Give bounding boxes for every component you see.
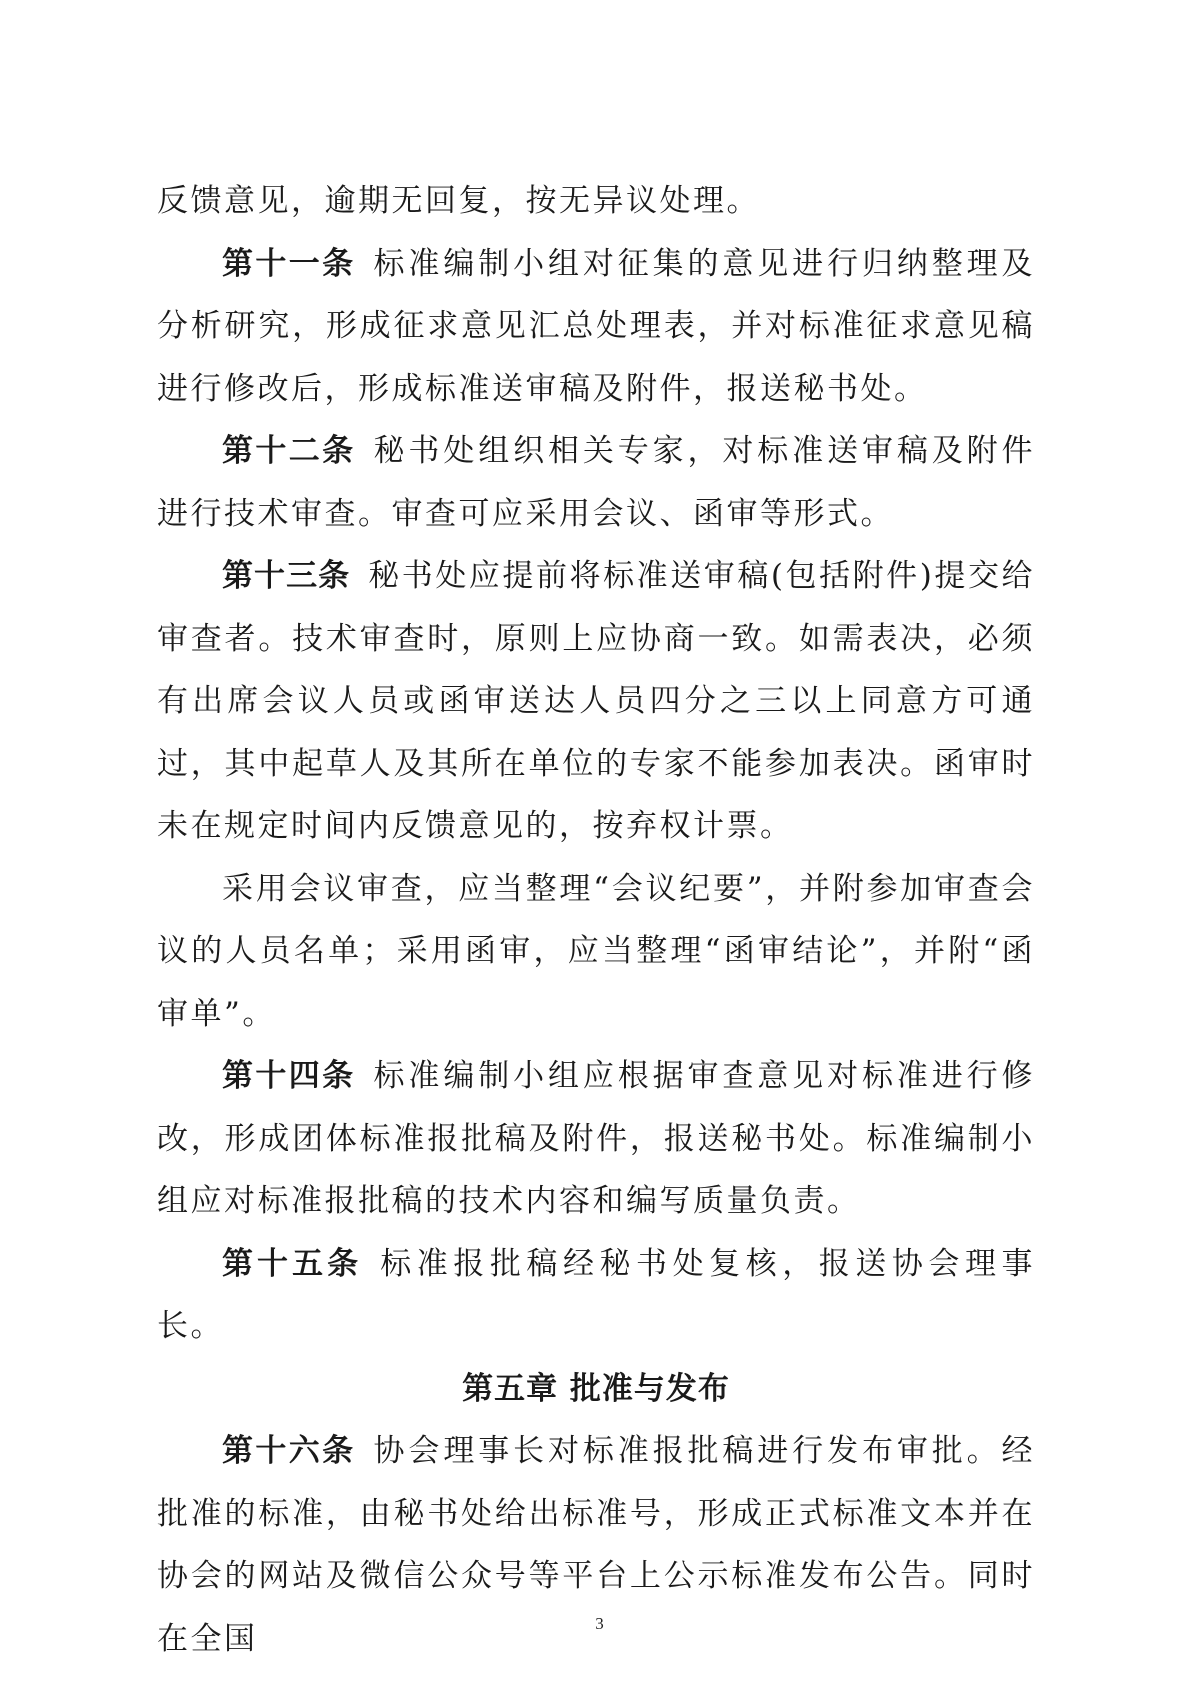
article-text: 秘书处组织相关专家，对标准送审稿及附件进行技术审查。审查可应采用会议、函审等形式。: [157, 433, 1035, 532]
article-text: 标准编制小组对征集的意见进行归纳整理及分析研究，形成征求意见汇总处理表，并对标准征求意见稿进行修改后，形成标准送审稿及附件，报送秘书处。: [157, 245, 1035, 407]
article-13-supplement: [157, 858, 1035, 1046]
article-number: 第十一条: [222, 245, 356, 282]
paragraph-text: 采用会议审查，应当整理“会议纪要”，并附参加审查会议的人员名单；采用函审，应当整理“函审结论”，并附“函审单”。: [157, 870, 1035, 1032]
article-text: 标准报批稿经秘书处复核，报送协会理事长。: [157, 1245, 1036, 1344]
paragraph-text: 反馈意见，逾期无回复，按无异议处理。: [157, 183, 760, 219]
article-14: [157, 1045, 1035, 1233]
article-number: 第十三条: [222, 558, 351, 594]
article-number: 第十六条: [222, 1433, 356, 1469]
paragraph-continuation: [157, 170, 1035, 233]
article-11: [157, 233, 1035, 421]
chapter-heading: 第五章 批准与发布: [462, 1370, 730, 1407]
article-text: 秘书处应提前将标准送审稿(包括附件)提交给审查者。技术审查时，原则上应协商一致。如需表决，必须有出席会议人员或函审送达人员四分之三以上同意方可通过，其中起草人及其所在单位的专家不能参加表决。函审时未在规定时间内反馈意见的，按弃权计票。: [157, 558, 1035, 844]
article-number: 第十四条: [222, 1058, 356, 1094]
article-12: [157, 420, 1035, 545]
page-number: 3: [595, 1614, 604, 1633]
article-15: [157, 1233, 1035, 1358]
article-number: 第十二条: [222, 433, 356, 469]
document-body: [157, 170, 1035, 1670]
article-13: [157, 545, 1035, 858]
article-text: 标准编制小组应根据审查意见对标准进行修改，形成团体标准报批稿及附件，报送秘书处。标准编制小组应对标准报批稿的技术内容和编写质量负责。: [157, 1058, 1035, 1219]
article-text: 协会理事长对标准报批稿进行发布审批。经批准的标准，由秘书处给出标准号，形成正式标准文本并在协会的网站及微信公众号等平台上公示标准发布公告。同时在全国: [157, 1433, 1035, 1657]
article-number: 第十五条: [222, 1245, 363, 1282]
